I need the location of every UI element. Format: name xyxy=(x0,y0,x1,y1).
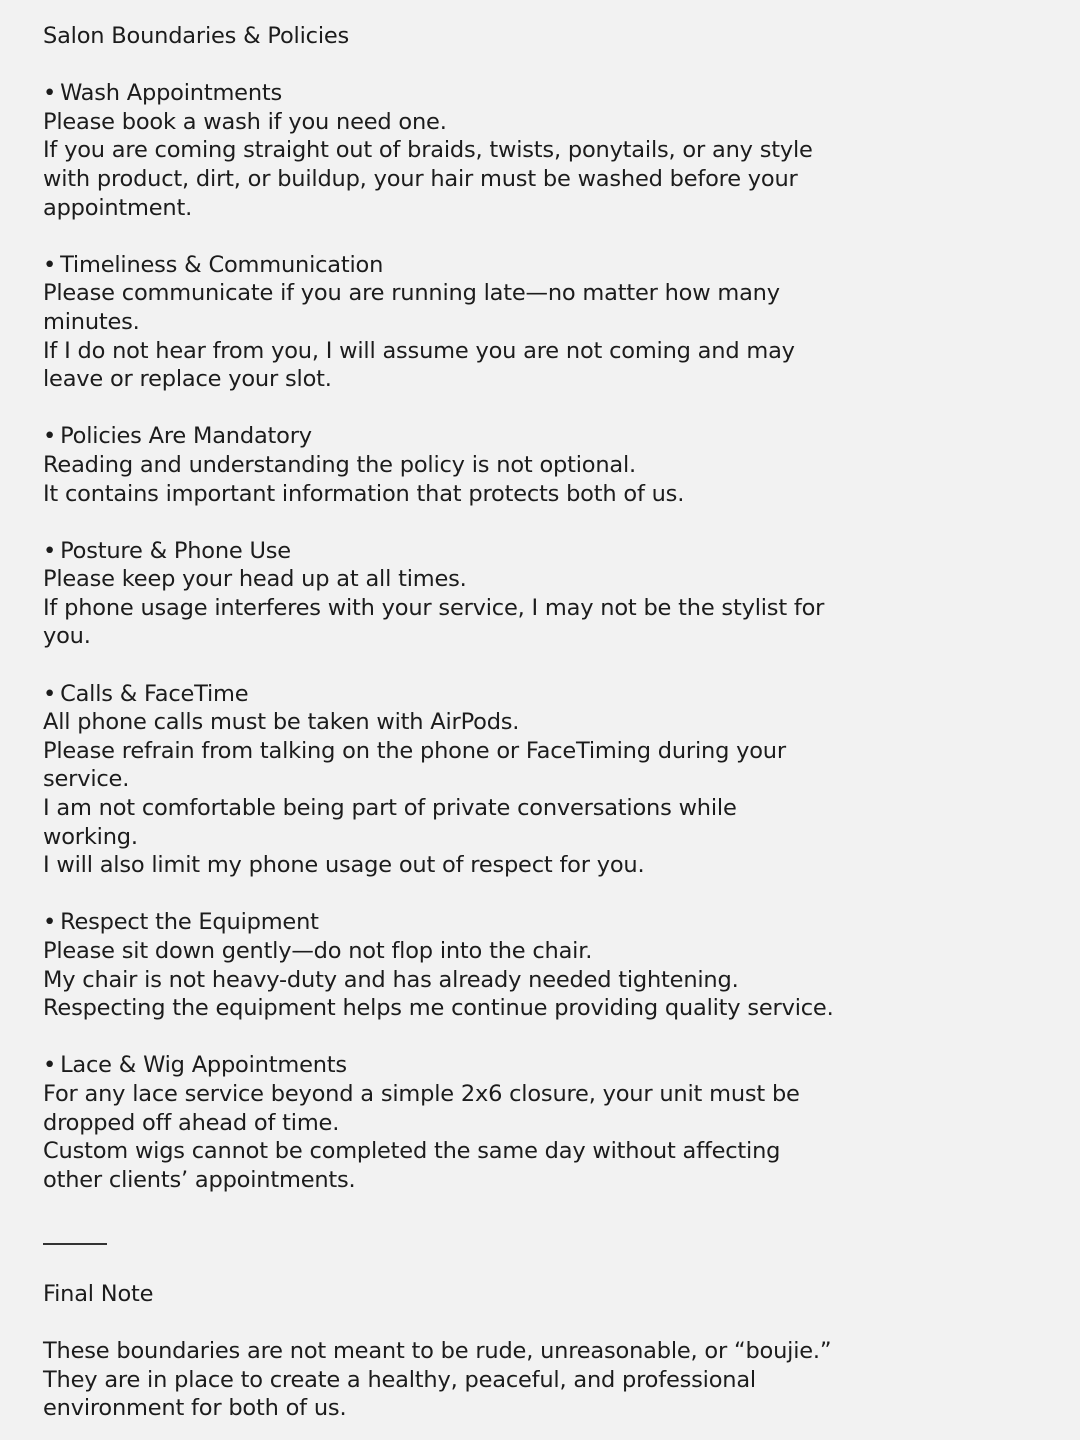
policy-section xyxy=(43,79,1043,222)
section-line: service. xyxy=(43,766,130,793)
section-heading xyxy=(43,422,1043,451)
bullet-icon: • xyxy=(43,680,57,707)
section-line: Reading and understanding the policy is not optional. xyxy=(43,451,637,478)
section-heading-text: Posture & Phone Use xyxy=(60,537,291,564)
section-heading-text: Timeliness & Communication xyxy=(60,251,384,278)
policy-section xyxy=(43,908,1043,1022)
section-heading-text: Calls & FaceTime xyxy=(60,680,249,707)
section-line: dropped off ahead of time. xyxy=(43,1109,340,1136)
section-line: Please book a wash if you need one. xyxy=(43,108,447,135)
final-note-line: These boundaries are not meant to be rude, unreasonable, or “boujie.” xyxy=(43,1338,832,1365)
policy-section xyxy=(43,422,1043,508)
bullet-icon: • xyxy=(43,80,57,107)
section-line: with product, dirt, or buildup, your hair must be washed before your xyxy=(43,165,798,192)
section-line: Respecting the equipment helps me continue providing quality service. xyxy=(43,995,834,1022)
policy-section xyxy=(43,251,1043,394)
section-line: Please communicate if you are running late—no matter how many xyxy=(43,280,780,307)
bullet-icon: • xyxy=(43,423,57,450)
section-line: Please sit down gently—do not flop into the chair. xyxy=(43,938,593,964)
section-line: It contains important information that protects both of us. xyxy=(43,480,685,507)
section-line: I will also limit my phone usage out of respect for you. xyxy=(43,852,645,879)
section-line: you. xyxy=(43,623,91,650)
policy-section xyxy=(43,680,1043,880)
section-heading xyxy=(43,1051,1043,1080)
section-line: Custom wigs cannot be completed the same day without affecting xyxy=(43,1138,781,1165)
section-line: appointment. xyxy=(43,194,193,221)
section-heading-text: Respect the Equipment xyxy=(60,909,319,936)
section-line: leave or replace your slot. xyxy=(43,366,332,393)
section-heading-text: Policies Are Mandatory xyxy=(60,423,312,450)
bullet-icon: • xyxy=(43,251,57,278)
section-heading-text: Lace & Wig Appointments xyxy=(60,1052,347,1079)
document-title: Salon Boundaries & Policies xyxy=(43,23,350,49)
policy-sections xyxy=(43,79,1043,1194)
section-heading xyxy=(43,908,1043,937)
section-line: I am not comfortable being part of private conversations while xyxy=(43,795,737,822)
section-line: Please refrain from talking on the phone or FaceTiming during your xyxy=(43,737,786,764)
section-heading-text: Wash Appointments xyxy=(60,80,283,107)
section-line: For any lace service beyond a simple 2x6 closure, your unit must be xyxy=(43,1080,800,1107)
bullet-icon: • xyxy=(43,909,57,936)
bullet-icon: • xyxy=(43,537,57,564)
final-note-body xyxy=(43,1337,1043,1423)
section-line: minutes. xyxy=(43,308,140,335)
policy-document xyxy=(43,22,1043,1423)
section-line: If I do not hear from you, I will assume you are not coming and may xyxy=(43,337,795,364)
final-note-heading: Final Note xyxy=(43,1280,154,1307)
section-divider xyxy=(43,1243,107,1245)
policy-section xyxy=(43,1051,1043,1194)
section-line: working. xyxy=(43,823,138,850)
section-heading xyxy=(43,79,1043,108)
section-line: If phone usage interferes with your service, I may not be the stylist for xyxy=(43,594,825,621)
divider-area xyxy=(43,1223,1043,1280)
section-line: Please keep your head up at all times. xyxy=(43,566,467,593)
section-line: If you are coming straight out of braids, twists, ponytails, or any style xyxy=(43,137,813,164)
section-line: other clients’ appointments. xyxy=(43,1166,356,1193)
final-note-line: They are in place to create a healthy, peaceful, and professional xyxy=(43,1366,756,1393)
section-heading xyxy=(43,251,1043,280)
section-line: All phone calls must be taken with AirPods. xyxy=(43,709,520,736)
final-note-line: environment for both of us. xyxy=(43,1395,347,1422)
section-heading xyxy=(43,680,1043,709)
section-line: My chair is not heavy-duty and has already needed tightening. xyxy=(43,966,739,993)
bullet-icon: • xyxy=(43,1052,57,1079)
section-heading xyxy=(43,537,1043,566)
policy-section xyxy=(43,537,1043,651)
